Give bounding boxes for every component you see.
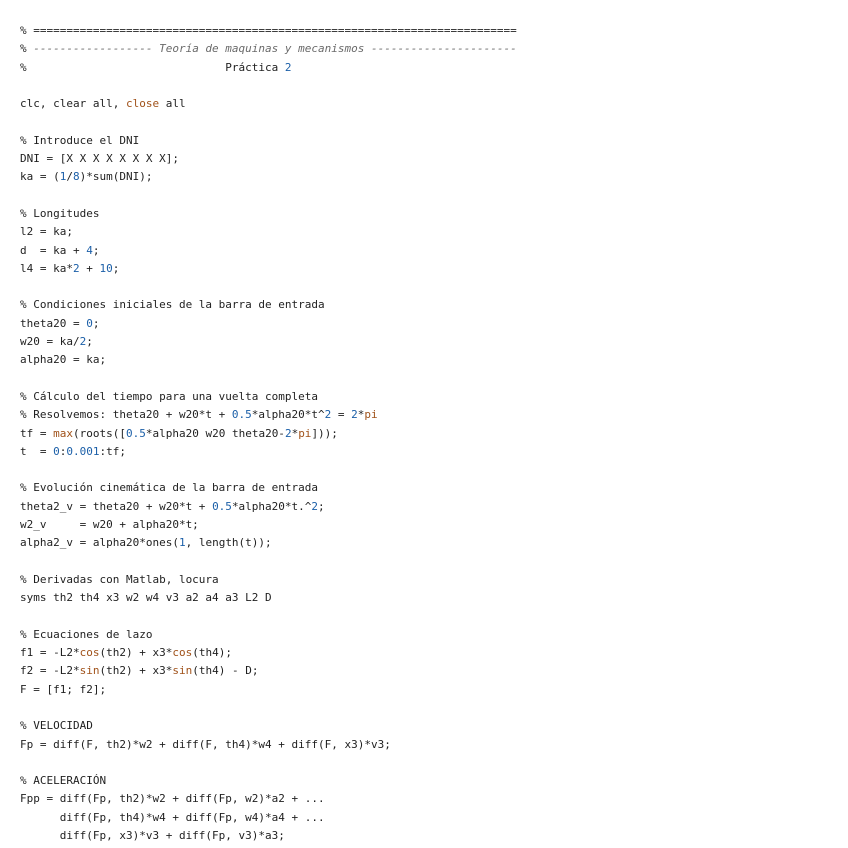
comment-token: % Ecuaciones de lazo [20, 627, 153, 641]
code-token: Fpp = diff(Fp, th2)*w2 + diff(Fp, w2)*a2 + ... [20, 792, 325, 806]
function-token: max [53, 426, 73, 440]
code-line [20, 589, 517, 607]
number-token: 1 [178, 536, 186, 550]
code-line [20, 242, 517, 260]
code-line [20, 22, 517, 40]
code-token: theta20 = [20, 316, 87, 330]
code-line [20, 205, 517, 223]
blank-line [20, 754, 517, 772]
code-line [20, 809, 517, 827]
comment-token: % Derivadas con Matlab, locura [20, 572, 219, 586]
number-token: 0.5 [212, 499, 232, 513]
code-token: (th2) + x3* [99, 646, 173, 660]
blank-line [20, 699, 517, 717]
comment-token: % Longitudes [20, 206, 100, 220]
code-token: , length(t)); [185, 536, 272, 550]
function-token: pi [364, 408, 378, 422]
code-line [20, 333, 517, 351]
code-line [20, 351, 517, 369]
number-token: 8 [73, 170, 80, 184]
code-line [20, 443, 517, 461]
code-line [20, 626, 517, 644]
code-token: f2 = -L2* [20, 664, 80, 678]
code-line [20, 223, 517, 241]
comment-token: * [357, 408, 365, 422]
code-token: tf = [20, 426, 54, 440]
number-token: 2 [324, 408, 332, 422]
number-token: 0 [53, 444, 60, 458]
code-token: d = ka + [20, 243, 87, 257]
code-token: + [79, 261, 100, 275]
code-editor[interactable] [20, 22, 517, 845]
comment-token: % Condiciones iniciales de la barra de entrada [20, 298, 325, 312]
blank-line [20, 461, 517, 479]
code-line [20, 150, 517, 168]
number-token: 0.001 [66, 444, 100, 458]
comment-italic-token: ------------------ Teoría de maquinas y mecanismos ---------------------- [33, 42, 517, 56]
number-token: 10 [99, 261, 113, 275]
comment-token: % Evolución cinemática de la barra de entrada [20, 481, 319, 495]
code-token: ])); [311, 426, 338, 440]
number-token: 2 [284, 60, 292, 74]
code-token: / [66, 170, 73, 184]
number-token: 2 [284, 426, 292, 440]
code-token: clc, clear all, [20, 97, 126, 111]
code-line [20, 425, 517, 443]
number-token: 0.5 [125, 426, 146, 440]
number-token: 2 [72, 261, 80, 275]
blank-line [20, 608, 517, 626]
code-token: * [291, 426, 299, 440]
comment-token: % Introduce el DNI [20, 133, 140, 147]
code-line [20, 260, 517, 278]
code-line [20, 168, 517, 186]
function-token: cos [172, 646, 193, 660]
code-line [20, 40, 517, 58]
code-line [20, 95, 517, 113]
code-line [20, 827, 517, 845]
code-token: *alpha20*t.^ [231, 499, 312, 513]
code-token: w20 = ka/ [20, 335, 80, 349]
code-token: (th4); [192, 646, 232, 660]
comment-token: *alpha20*t^ [251, 408, 325, 422]
code-token: diff(Fp, x3)*v3 + diff(Fp, v3)*a3; [20, 829, 285, 843]
number-token: 1 [59, 170, 67, 184]
blank-line [20, 187, 517, 205]
code-token: all [159, 97, 186, 111]
code-line [20, 571, 517, 589]
code-token: ; [92, 316, 100, 330]
code-token: DNI = [X X X X X X X X]; [20, 152, 179, 166]
code-token: theta2_v = theta20 + w20*t + [20, 499, 213, 513]
code-line [20, 644, 517, 662]
code-line [20, 717, 517, 735]
code-token: t = [20, 444, 54, 458]
code-line [20, 59, 517, 77]
code-token: (roots([ [73, 426, 126, 440]
function-token: pi [298, 426, 312, 440]
code-token: alpha2_v = alpha20*ones( [20, 536, 179, 550]
code-token: ka = ( [20, 170, 60, 184]
number-token: 2 [311, 499, 319, 513]
number-token: 4 [86, 243, 93, 257]
code-line [20, 296, 517, 314]
code-line [20, 736, 517, 754]
number-token: 2 [79, 335, 87, 349]
comment-token: % Resolvemos: theta20 + w20*t + [20, 408, 232, 422]
comment-token: % ========================================================================= [20, 24, 517, 37]
code-token: *alpha20 w20 theta20- [145, 426, 285, 440]
code-line [20, 479, 517, 497]
number-token: 0.5 [231, 408, 252, 422]
code-token: : [59, 444, 67, 458]
code-token: syms th2 th4 x3 w2 w4 v3 a2 a4 a3 L2 D [20, 591, 272, 605]
function-token: cos [79, 646, 100, 660]
code-line [20, 681, 517, 699]
code-line [20, 662, 517, 680]
code-token: ; [318, 499, 325, 513]
comment-token: % Práctica [20, 60, 285, 74]
code-line [20, 406, 517, 424]
code-token: (th2) + x3* [99, 664, 173, 678]
code-token: w2_v = w20 + alpha20*t; [20, 518, 199, 532]
blank-line [20, 113, 517, 131]
comment-token: % ACELERACIÓN [20, 774, 107, 788]
code-line [20, 388, 517, 406]
code-token: diff(Fp, th4)*w4 + diff(Fp, w4)*a4 + ... [20, 810, 325, 824]
code-line [20, 315, 517, 333]
code-token: alpha20 = ka; [20, 353, 107, 367]
code-token: l4 = ka* [20, 261, 73, 275]
comment-token: % Cálculo del tiempo para una vuelta completa [20, 389, 319, 403]
comment-token: % VELOCIDAD [20, 719, 93, 733]
function-token: sin [79, 664, 100, 678]
blank-line [20, 278, 517, 296]
code-line [20, 772, 517, 790]
code-line [20, 534, 517, 552]
blank-line [20, 553, 517, 571]
code-token: f1 = -L2* [20, 646, 80, 660]
code-token: ; [86, 335, 93, 349]
code-line [20, 132, 517, 150]
number-token: 0 [86, 316, 93, 330]
comment-token: = [331, 408, 352, 422]
code-token: l2 = ka; [20, 225, 73, 239]
blank-line [20, 77, 517, 95]
code-token: ; [92, 243, 100, 257]
code-token: Fp = diff(F, th2)*w2 + diff(F, th4)*w4 + diff(F, x3)*v3; [20, 737, 391, 751]
function-token: sin [172, 664, 193, 678]
code-token: )*sum(DNI); [79, 170, 153, 184]
code-token: F = [f1; f2]; [20, 682, 107, 696]
function-token: close [125, 97, 160, 111]
code-line [20, 516, 517, 534]
code-token: :tf; [99, 444, 126, 458]
code-line [20, 790, 517, 808]
code-token: ; [112, 261, 120, 275]
comment-token: % [20, 42, 34, 56]
number-token: 2 [351, 408, 358, 422]
blank-line [20, 370, 517, 388]
code-line [20, 498, 517, 516]
code-token: (th4) - D; [192, 664, 259, 678]
